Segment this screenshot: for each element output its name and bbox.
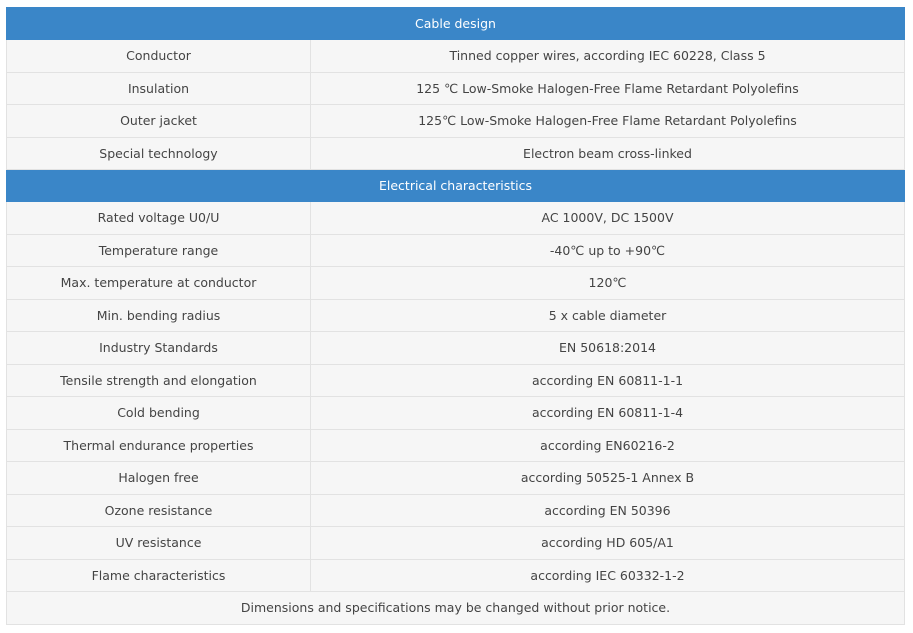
spec-value: EN 50618:2014 [311, 332, 905, 365]
spec-value: Tinned copper wires, according IEC 60228, Class 5 [311, 40, 905, 73]
cable-spec-table [6, 7, 905, 625]
section-header-electrical-characteristics [7, 170, 905, 202]
spec-label: Conductor [7, 40, 311, 73]
spec-value: -40℃ up to +90℃ [311, 234, 905, 267]
spec-value: according EN 60811-1-4 [311, 397, 905, 430]
footer-row [7, 592, 905, 625]
spec-value: according EN60216-2 [311, 429, 905, 462]
section-title: Cable design [7, 8, 905, 40]
spec-value: 125 ℃ Low-Smoke Halogen-Free Flame Retardant Polyolefins [311, 72, 905, 105]
spec-label: Industry Standards [7, 332, 311, 365]
spec-value: according HD 605/A1 [311, 527, 905, 560]
table-row [7, 364, 905, 397]
table-row [7, 72, 905, 105]
table-row [7, 202, 905, 235]
spec-label: Flame characteristics [7, 559, 311, 592]
spec-value: according EN 50396 [311, 494, 905, 527]
spec-value: according 50525-1 Annex B [311, 462, 905, 495]
spec-value: according EN 60811-1-1 [311, 364, 905, 397]
spec-label: Max. temperature at conductor [7, 267, 311, 300]
spec-value: AC 1000V, DC 1500V [311, 202, 905, 235]
spec-label: Ozone resistance [7, 494, 311, 527]
spec-label: Cold bending [7, 397, 311, 430]
spec-label: Temperature range [7, 234, 311, 267]
spec-label: UV resistance [7, 527, 311, 560]
spec-value: 125℃ Low-Smoke Halogen-Free Flame Retardant Polyolefins [311, 105, 905, 138]
spec-value: 120℃ [311, 267, 905, 300]
table-row [7, 105, 905, 138]
spec-value: Electron beam cross-linked [311, 137, 905, 170]
table-row [7, 397, 905, 430]
spec-label: Min. bending radius [7, 299, 311, 332]
spec-value: 5 x cable diameter [311, 299, 905, 332]
table-row [7, 494, 905, 527]
table-row [7, 429, 905, 462]
spec-label: Tensile strength and elongation [7, 364, 311, 397]
table-row [7, 234, 905, 267]
spec-label: Insulation [7, 72, 311, 105]
section-header-cable-design [7, 8, 905, 40]
spec-label: Outer jacket [7, 105, 311, 138]
section-title: Electrical characteristics [7, 170, 905, 202]
table-row [7, 559, 905, 592]
table-row [7, 462, 905, 495]
footer-note: Dimensions and specifications may be changed without prior notice. [7, 592, 905, 625]
spec-label: Special technology [7, 137, 311, 170]
spec-value: according IEC 60332-1-2 [311, 559, 905, 592]
spec-label: Thermal endurance properties [7, 429, 311, 462]
table-row [7, 299, 905, 332]
table-row [7, 527, 905, 560]
table-row [7, 332, 905, 365]
table-row [7, 267, 905, 300]
table-row [7, 40, 905, 73]
spec-label: Rated voltage U0/U [7, 202, 311, 235]
table-row [7, 137, 905, 170]
spec-label: Halogen free [7, 462, 311, 495]
